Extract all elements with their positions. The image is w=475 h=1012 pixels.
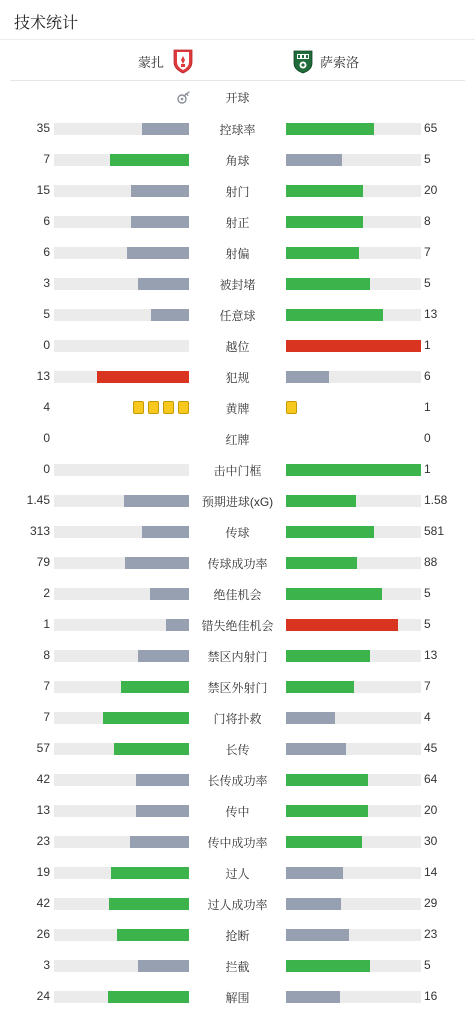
away-bar-track bbox=[286, 743, 421, 755]
away-bar-fill bbox=[286, 960, 370, 972]
away-bar-fill bbox=[286, 619, 398, 631]
away-bar-track bbox=[286, 154, 421, 166]
stat-row bbox=[0, 955, 475, 975]
kickoff-whistle-icon bbox=[175, 89, 191, 105]
home-bar-track bbox=[54, 991, 189, 1003]
home-cards bbox=[133, 401, 189, 415]
home-team-name: 蒙扎 bbox=[138, 54, 165, 70]
stat-label: 过人成功率 bbox=[207, 898, 268, 912]
stat-label: 被封堵 bbox=[219, 278, 256, 292]
home-bar-track bbox=[54, 123, 189, 135]
away-bar-fill bbox=[286, 557, 357, 569]
home-bar-fill bbox=[124, 495, 189, 507]
away-bar-track bbox=[286, 836, 421, 848]
away-bar-track bbox=[286, 371, 421, 383]
away-team-name: 萨索洛 bbox=[320, 54, 360, 70]
stat-label: 传球 bbox=[225, 526, 250, 540]
home-value: 7 bbox=[43, 152, 50, 166]
away-value: 7 bbox=[424, 679, 431, 693]
away-value: 88 bbox=[424, 555, 438, 569]
stat-row bbox=[0, 893, 475, 913]
home-bar-track bbox=[54, 712, 189, 724]
kickoff-row bbox=[0, 84, 475, 110]
home-bar-fill bbox=[109, 898, 189, 910]
away-value: 13 bbox=[424, 648, 438, 662]
away-bar-track bbox=[286, 309, 421, 321]
teams-header bbox=[10, 41, 465, 81]
away-bar-fill bbox=[286, 123, 374, 135]
away-bar-track bbox=[286, 247, 421, 259]
stat-row bbox=[0, 676, 475, 696]
away-bar-fill bbox=[286, 464, 421, 476]
home-bar-track bbox=[54, 805, 189, 817]
home-value: 1 bbox=[43, 617, 50, 631]
stat-label: 黄牌 bbox=[225, 402, 250, 416]
away-value: 5 bbox=[424, 617, 431, 631]
stat-row bbox=[0, 273, 475, 293]
stat-label: 犯规 bbox=[225, 371, 250, 385]
away-value: 20 bbox=[424, 803, 438, 817]
away-bar-track bbox=[286, 681, 421, 693]
home-bar-track bbox=[54, 836, 189, 848]
home-bar-track bbox=[54, 898, 189, 910]
away-bar-fill bbox=[286, 805, 368, 817]
away-value: 1 bbox=[424, 462, 431, 476]
stat-row bbox=[0, 366, 475, 386]
page-title: 技术统计 bbox=[14, 15, 79, 32]
yellow-card-icon bbox=[178, 401, 189, 414]
away-value: 7 bbox=[424, 245, 431, 259]
away-value: 29 bbox=[424, 896, 438, 910]
away-bar-track bbox=[286, 619, 421, 631]
away-value: 64 bbox=[424, 772, 438, 786]
away-value: 581 bbox=[424, 524, 445, 538]
home-bar-fill bbox=[131, 216, 189, 228]
away-bar-fill bbox=[286, 712, 335, 724]
stat-row bbox=[0, 242, 475, 262]
home-bar-track bbox=[54, 960, 189, 972]
home-value: 1.45 bbox=[26, 493, 50, 507]
stat-row bbox=[0, 707, 475, 727]
stat-row bbox=[0, 738, 475, 758]
stat-label: 击中门框 bbox=[213, 464, 262, 478]
away-bar-track bbox=[286, 929, 421, 941]
yellow-card-icon bbox=[286, 401, 297, 414]
home-bar-track bbox=[54, 557, 189, 569]
away-value: 20 bbox=[424, 183, 438, 197]
home-bar-track bbox=[54, 185, 189, 197]
away-bar-fill bbox=[286, 929, 349, 941]
home-value: 13 bbox=[36, 803, 50, 817]
away-bar-track bbox=[286, 278, 421, 290]
away-bar-fill bbox=[286, 650, 370, 662]
stat-label: 绝佳机会 bbox=[213, 588, 262, 602]
away-bar-fill bbox=[286, 278, 370, 290]
home-bar-fill bbox=[131, 185, 189, 197]
away-value: 23 bbox=[424, 927, 438, 941]
stat-row bbox=[0, 459, 475, 479]
away-bar-track bbox=[286, 960, 421, 972]
home-value: 24 bbox=[36, 989, 50, 1003]
yellow-card-icon bbox=[163, 401, 174, 414]
home-value: 5 bbox=[43, 307, 50, 321]
stat-label: 传中 bbox=[225, 805, 250, 819]
home-value: 0 bbox=[43, 338, 50, 352]
away-bar-fill bbox=[286, 867, 343, 879]
home-bar-track bbox=[54, 371, 189, 383]
stat-row bbox=[0, 583, 475, 603]
away-value: 5 bbox=[424, 152, 431, 166]
away-value: 14 bbox=[424, 865, 438, 879]
stat-label: 任意球 bbox=[219, 309, 256, 323]
stat-label: 越位 bbox=[225, 340, 250, 354]
away-bar-track bbox=[286, 464, 421, 476]
home-bar-fill bbox=[108, 991, 189, 1003]
home-value: 35 bbox=[36, 121, 50, 135]
home-value: 23 bbox=[36, 834, 50, 848]
away-bar-track bbox=[286, 712, 421, 724]
stat-row bbox=[0, 800, 475, 820]
stat-row bbox=[0, 490, 475, 510]
stat-row bbox=[0, 614, 475, 634]
away-bar-fill bbox=[286, 216, 363, 228]
away-bar-track bbox=[286, 805, 421, 817]
home-value: 8 bbox=[43, 648, 50, 662]
home-value: 6 bbox=[43, 214, 50, 228]
away-value: 16 bbox=[424, 989, 438, 1003]
away-bar-fill bbox=[286, 836, 362, 848]
home-bar-fill bbox=[127, 247, 189, 259]
home-bar-fill bbox=[142, 526, 189, 538]
home-value: 7 bbox=[43, 679, 50, 693]
stat-label: 抢断 bbox=[225, 929, 250, 943]
stat-label: 射门 bbox=[225, 185, 250, 199]
home-value: 15 bbox=[36, 183, 50, 197]
home-value: 4 bbox=[43, 400, 50, 414]
home-bar-track bbox=[54, 650, 189, 662]
away-bar-fill bbox=[286, 371, 329, 383]
stat-row bbox=[0, 552, 475, 572]
away-value: 6 bbox=[424, 369, 431, 383]
home-value: 3 bbox=[43, 958, 50, 972]
home-bar-fill bbox=[117, 929, 189, 941]
home-value: 42 bbox=[36, 896, 50, 910]
home-bar-fill bbox=[103, 712, 189, 724]
stat-label: 过人 bbox=[225, 867, 250, 881]
away-value: 0 bbox=[424, 431, 431, 445]
home-bar-fill bbox=[130, 836, 189, 848]
home-bar-fill bbox=[166, 619, 189, 631]
stat-label: 拦截 bbox=[225, 960, 250, 974]
home-value: 0 bbox=[43, 462, 50, 476]
home-value: 313 bbox=[29, 524, 50, 538]
home-bar-track bbox=[54, 743, 189, 755]
stat-label: 传球成功率 bbox=[207, 557, 268, 571]
stat-row bbox=[0, 645, 475, 665]
stat-row bbox=[0, 118, 475, 138]
home-bar-fill bbox=[97, 371, 189, 383]
home-bar-track bbox=[54, 278, 189, 290]
stat-label: 门将扑救 bbox=[213, 712, 262, 726]
stat-row bbox=[0, 986, 475, 1006]
home-value: 19 bbox=[36, 865, 50, 879]
away-bar-fill bbox=[286, 774, 368, 786]
away-bar-track bbox=[286, 123, 421, 135]
away-bar-fill bbox=[286, 495, 356, 507]
away-bar-track bbox=[286, 526, 421, 538]
home-bar-fill bbox=[138, 650, 189, 662]
away-bar-fill bbox=[286, 743, 346, 755]
home-bar-track bbox=[54, 929, 189, 941]
home-bar-fill bbox=[111, 867, 189, 879]
home-bar-track bbox=[54, 681, 189, 693]
home-bar-track bbox=[54, 247, 189, 259]
title-bar bbox=[0, 0, 475, 40]
away-bar-track bbox=[286, 991, 421, 1003]
stat-label: 传中成功率 bbox=[207, 836, 268, 850]
stat-row bbox=[0, 149, 475, 169]
home-bar-track bbox=[54, 495, 189, 507]
home-value: 57 bbox=[36, 741, 50, 755]
stat-label: 角球 bbox=[225, 154, 250, 168]
away-bar-track bbox=[286, 898, 421, 910]
away-bar-track bbox=[286, 557, 421, 569]
stat-row bbox=[0, 521, 475, 541]
stat-label: 解围 bbox=[225, 991, 250, 1005]
home-value: 26 bbox=[36, 927, 50, 941]
stat-row bbox=[0, 862, 475, 882]
away-value: 30 bbox=[424, 834, 438, 848]
home-value: 79 bbox=[36, 555, 50, 569]
away-bar-fill bbox=[286, 588, 382, 600]
away-bar-fill bbox=[286, 681, 354, 693]
stat-label: 错失绝佳机会 bbox=[201, 619, 274, 633]
away-bar-track bbox=[286, 588, 421, 600]
away-bar-track bbox=[286, 495, 421, 507]
home-bar-track bbox=[54, 588, 189, 600]
home-bar-fill bbox=[114, 743, 189, 755]
home-bar-fill bbox=[136, 805, 189, 817]
stat-row bbox=[0, 924, 475, 944]
away-bar-fill bbox=[286, 185, 363, 197]
stat-row bbox=[0, 428, 475, 448]
away-value: 45 bbox=[424, 741, 438, 755]
yellow-card-icon bbox=[133, 401, 144, 414]
home-bar-track bbox=[54, 154, 189, 166]
away-team[interactable] bbox=[292, 41, 359, 81]
away-value: 8 bbox=[424, 214, 431, 228]
stat-row bbox=[0, 180, 475, 200]
stat-label: 预期进球(xG) bbox=[201, 495, 274, 509]
away-value: 13 bbox=[424, 307, 438, 321]
away-value: 5 bbox=[424, 276, 431, 290]
away-value: 1.58 bbox=[424, 493, 448, 507]
home-bar-track bbox=[54, 774, 189, 786]
away-bar-fill bbox=[286, 898, 341, 910]
stat-row bbox=[0, 831, 475, 851]
home-value: 0 bbox=[43, 431, 50, 445]
home-bar-fill bbox=[150, 588, 189, 600]
away-value: 5 bbox=[424, 586, 431, 600]
home-value: 42 bbox=[36, 772, 50, 786]
yellow-card-icon bbox=[148, 401, 159, 414]
home-team[interactable] bbox=[138, 41, 194, 81]
stat-label: 射正 bbox=[225, 216, 250, 230]
home-value: 6 bbox=[43, 245, 50, 259]
stat-row bbox=[0, 769, 475, 789]
away-bar-track bbox=[286, 340, 421, 352]
monza-crest-icon bbox=[172, 48, 194, 74]
home-bar-track bbox=[54, 867, 189, 879]
stat-label: 禁区外射门 bbox=[207, 681, 268, 695]
stat-row bbox=[0, 211, 475, 231]
away-bar-fill bbox=[286, 247, 359, 259]
home-bar-track bbox=[54, 526, 189, 538]
sassuolo-crest-icon bbox=[292, 48, 314, 74]
stat-label: 红牌 bbox=[225, 433, 250, 447]
kickoff-label: 开球 bbox=[225, 91, 250, 105]
stat-row bbox=[0, 397, 475, 417]
home-value: 2 bbox=[43, 586, 50, 600]
home-bar-fill bbox=[142, 123, 189, 135]
away-bar-track bbox=[286, 216, 421, 228]
away-bar-fill bbox=[286, 309, 383, 321]
stat-row bbox=[0, 304, 475, 324]
home-bar-fill bbox=[151, 309, 189, 321]
home-bar-track bbox=[54, 464, 189, 476]
home-value: 3 bbox=[43, 276, 50, 290]
stat-label: 射偏 bbox=[225, 247, 250, 261]
home-bar-track bbox=[54, 340, 189, 352]
home-bar-fill bbox=[136, 774, 189, 786]
stat-label: 长传成功率 bbox=[207, 774, 268, 788]
away-value: 1 bbox=[424, 338, 431, 352]
stat-label: 禁区内射门 bbox=[207, 650, 268, 664]
home-value: 7 bbox=[43, 710, 50, 724]
away-value: 4 bbox=[424, 710, 431, 724]
home-bar-fill bbox=[125, 557, 189, 569]
home-bar-track bbox=[54, 619, 189, 631]
away-bar-fill bbox=[286, 340, 421, 352]
home-bar-track bbox=[54, 309, 189, 321]
away-bar-track bbox=[286, 867, 421, 879]
home-bar-fill bbox=[138, 960, 189, 972]
stat-label: 控球率 bbox=[219, 123, 256, 137]
away-value: 1 bbox=[424, 400, 431, 414]
stat-label: 长传 bbox=[225, 743, 250, 757]
away-cards bbox=[286, 401, 297, 415]
away-bar-track bbox=[286, 774, 421, 786]
away-bar-fill bbox=[286, 526, 374, 538]
stat-row bbox=[0, 335, 475, 355]
away-bar-fill bbox=[286, 154, 342, 166]
home-bar-fill bbox=[138, 278, 189, 290]
home-bar-fill bbox=[110, 154, 189, 166]
away-bar-fill bbox=[286, 991, 340, 1003]
home-value: 13 bbox=[36, 369, 50, 383]
home-bar-fill bbox=[121, 681, 189, 693]
away-bar-track bbox=[286, 185, 421, 197]
away-bar-track bbox=[286, 650, 421, 662]
away-value: 5 bbox=[424, 958, 431, 972]
away-value: 65 bbox=[424, 121, 438, 135]
home-bar-track bbox=[54, 216, 189, 228]
